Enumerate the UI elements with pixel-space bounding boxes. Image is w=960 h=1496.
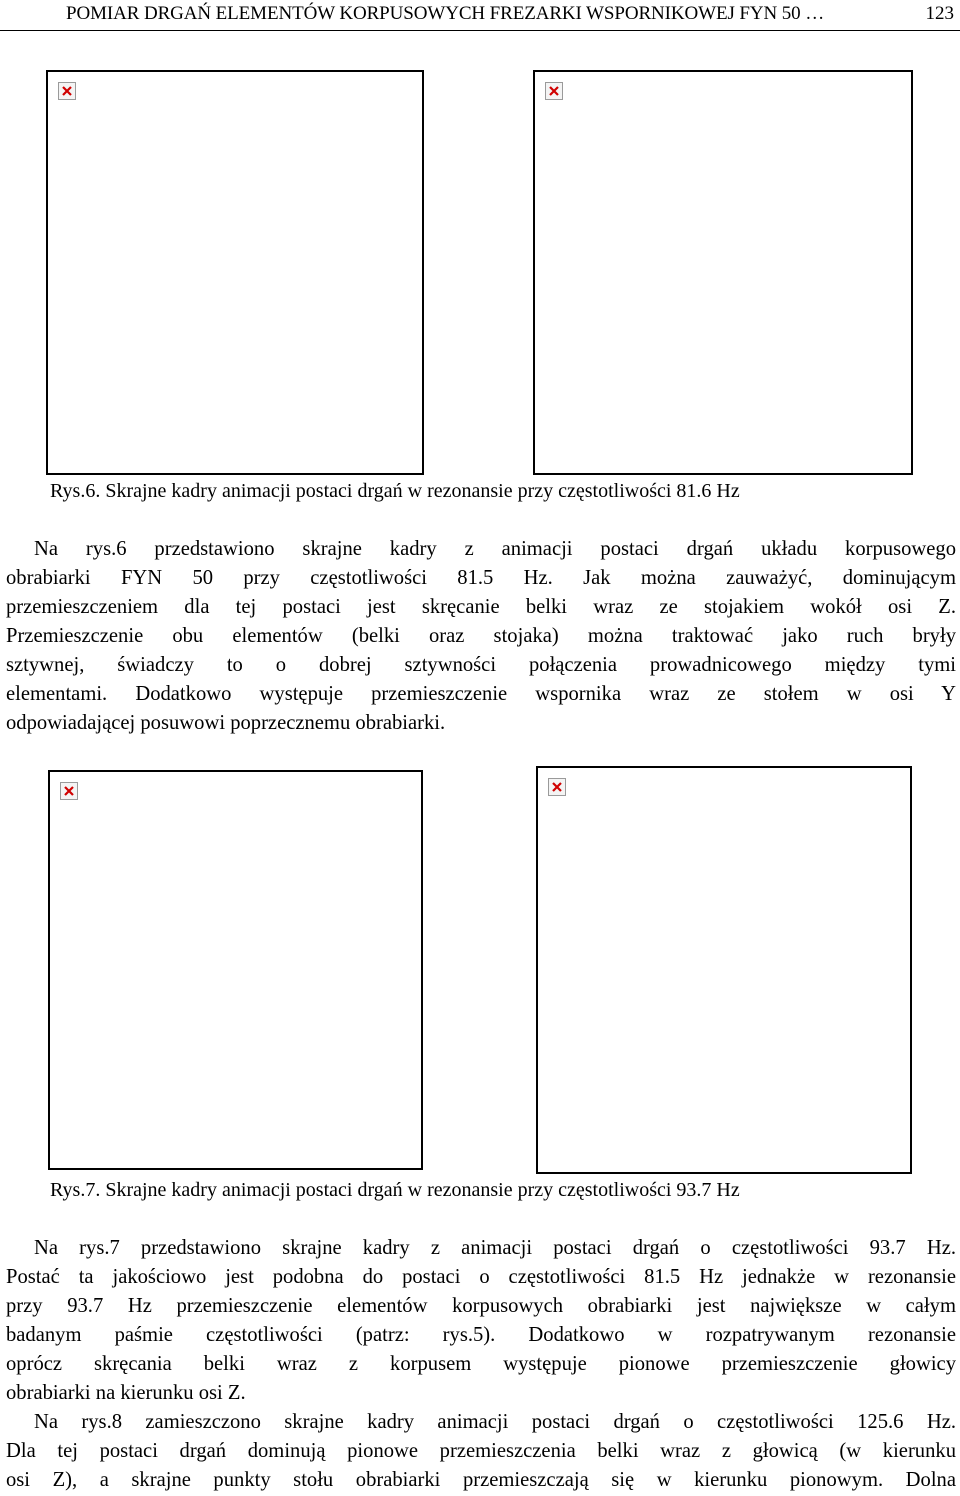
page-number: 123: [925, 3, 954, 24]
paragraph-line: Postać ta jakościowo jest podobna do postaci o częstotliwości 81.5 Hz jednakże w rezonansie: [6, 1266, 956, 1288]
paragraph-line: Na rys.7 przedstawiono skrajne kadry z animacji postaci drgań o częstotliwości 93.7 Hz.: [34, 1237, 956, 1259]
broken-image-icon: [545, 82, 563, 100]
paragraph-line: badanym paśmie częstotliwości (patrz: rys.5). Dodatkowo w rozpatrywanym rezonansie: [6, 1324, 956, 1346]
paragraph-line: obrabiarki FYN 50 przy częstotliwości 81.5 Hz. Jak można zauważyć, dominującym: [6, 567, 956, 589]
paragraph-1: [6, 535, 956, 738]
paragraph-line: przy 93.7 Hz przemieszczenie elementów korpusowych obrabiarki jest największe w całym: [6, 1295, 956, 1317]
figure-6-caption: Rys.6. Skrajne kadry animacji postaci drgań w rezonansie przy częstotliwości 81.6 Hz: [50, 480, 740, 502]
header-title: POMIAR DRGAŃ ELEMENTÓW KORPUSOWYCH FREZARKI WSPORNIKOWEJ FYN 50 …: [66, 3, 825, 24]
paragraph-3: [6, 1408, 956, 1495]
paragraph-line: Na rys.6 przedstawiono skrajne kadry z animacji postaci drgań układu korpusowego: [34, 538, 956, 560]
figure-7-image-right: [536, 766, 912, 1174]
paragraph-line: Dla tej postaci drgań dominują pionowe przemieszczenia belki wraz z głowicą (w kierunku: [6, 1440, 956, 1462]
paragraph-line: elementami. Dodatkowo występuje przemieszczenie wspornika wraz ze stołem w osi Y: [6, 683, 956, 705]
paragraph-line: Przemieszczenie obu elementów (belki oraz stojaka) można traktować jako ruch bryły: [6, 625, 956, 647]
paragraph-line: przemieszczeniem dla tej postaci jest skręcanie belki wraz ze stojakiem wokół osi Z.: [6, 596, 956, 618]
figure-7-image-left: [48, 770, 423, 1170]
paragraph-line: obrabiarki na kierunku osi Z.: [6, 1382, 246, 1404]
running-header: [0, 0, 960, 31]
paragraph-line: osi Z), a skrajne punkty stołu obrabiarki przemieszczają się w kierunku pionowym. Dolna: [6, 1469, 956, 1491]
paragraph-line: oprócz skręcania belki wraz z korpusem występuje pionowe przemieszczenie głowicy: [6, 1353, 956, 1375]
broken-image-icon: [58, 82, 76, 100]
figure-7-caption: Rys.7. Skrajne kadry animacji postaci drgań w rezonansie przy częstotliwości 93.7 Hz: [50, 1179, 740, 1201]
figure-6-image-left: [46, 70, 424, 475]
paragraph-2: [6, 1234, 956, 1408]
paragraph-line: sztywnej, świadczy to o dobrej sztywności połączenia prowadnicowego między tymi: [6, 654, 956, 676]
figure-6-image-right: [533, 70, 913, 475]
broken-image-icon: [60, 782, 78, 800]
broken-image-icon: [548, 778, 566, 796]
paragraph-line: Na rys.8 zamieszczono skrajne kadry animacji postaci drgań o częstotliwości 125.6 Hz.: [34, 1411, 956, 1433]
paragraph-line: odpowiadającej posuwowi poprzecznemu obrabiarki.: [6, 712, 446, 734]
